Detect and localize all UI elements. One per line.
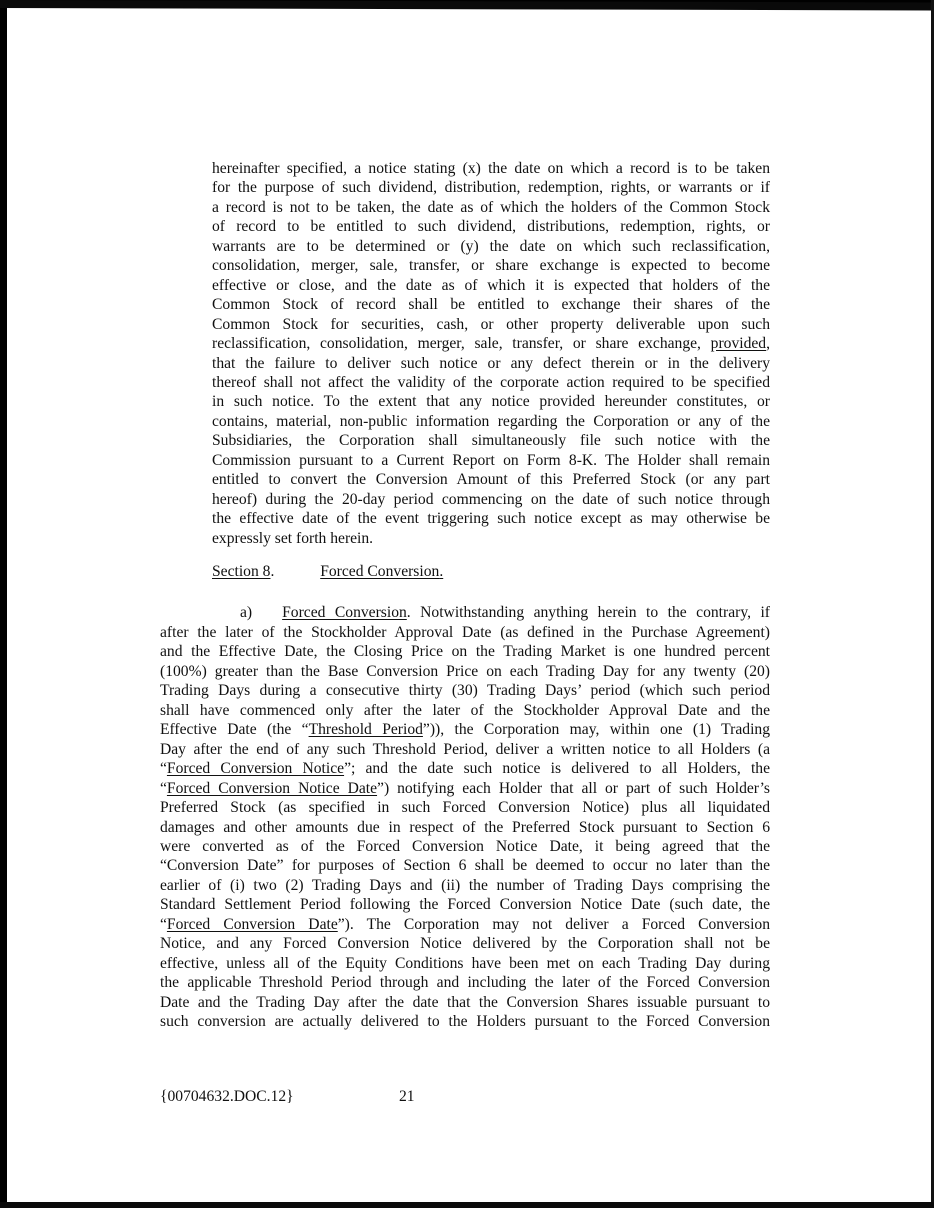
text-segment: reclassification, consolidation, merger, sale, transfer, or share exchange, — [212, 335, 711, 353]
text-line: Date and the Trading Day after the date that the Conversion Shares issuable pursuant to — [160, 993, 770, 1011]
scan-border-bottom — [0, 1202, 934, 1208]
text-line: “Conversion Date” for purposes of Section 6 shall be deemed to occur no later than the — [160, 857, 770, 875]
text-line: Subsidiaries, the Corporation shall simultaneously file such notice with the — [212, 432, 770, 450]
section-heading — [212, 563, 443, 581]
text-line — [160, 916, 770, 934]
text-line: Trading Days during a consecutive thirty (30) Trading Days’ period (which such period — [160, 682, 770, 700]
text-line: effective or close, and the date as of which it is expected that holders of the — [212, 276, 770, 294]
section-title-period: . — [439, 563, 444, 580]
text-line: Common Stock for securities, cash, or other property deliverable upon such — [212, 315, 770, 333]
text-line: the effective date of the event triggering such notice except as may otherwise be — [212, 510, 770, 528]
section-title: Forced Conversion — [320, 563, 440, 580]
subsection-a-first-line — [240, 604, 770, 622]
text-line: shall have commenced only after the later of the Stockholder Approval Date and the — [160, 701, 770, 719]
text-line: (100%) greater than the Base Conversion Price on each Trading Day for any twenty (20) — [160, 662, 770, 680]
text-line: hereinafter specified, a notice stating (x) the date on which a record is to be taken — [212, 160, 770, 177]
text-line: Preferred Stock (as specified in such Forced Conversion Notice) plus all liquidated — [160, 799, 770, 817]
text-line: earlier of (i) two (2) Trading Days and (ii) the number of Trading Days comprising the — [160, 876, 770, 894]
text-line: a record is not to be taken, the date as of which the holders of the Common Stock — [212, 198, 770, 216]
text-line — [160, 721, 770, 739]
text-line: Commission pursuant to a Current Report on Form 8-K. The Holder shall remain — [212, 451, 770, 469]
text-line: Day after the end of any such Threshold Period, deliver a written notice to all Holders (a — [160, 740, 770, 758]
text-line — [212, 335, 770, 353]
text-segment: ”)), the Corporation may, within one (1) Trading — [422, 721, 770, 739]
text-line — [160, 760, 770, 778]
text-line: hereof) during the 20-day period commencing on the date of such notice through — [212, 490, 770, 508]
text-line: warrants are to be determined or (y) the date on which such reclassification, — [212, 237, 770, 255]
defined-term: provided — [710, 335, 767, 353]
subsection-first-line-text: . Notwithstanding anything herein to the contrary, if — [406, 604, 770, 621]
text-line: expressly set forth herein. — [212, 529, 374, 547]
text-line: and the Effective Date, the Closing Price on the Trading Market is one hundred percent — [160, 643, 770, 661]
text-segment: ”) notifying each Holder that all or part of such Holder’s — [377, 779, 770, 797]
text-line: Notice, and any Forced Conversion Notice delivered by the Corporation shall not be — [160, 935, 770, 953]
text-line: Standard Settlement Period following the Forced Conversion Notice Date (such date, the — [160, 896, 770, 914]
footer-doc-id: {00704632.DOC.12} — [160, 1088, 294, 1105]
defined-term: Threshold Period — [308, 721, 423, 739]
text-line: of record to be entitled to such dividend, distributions, redemption, rights, or — [212, 218, 770, 236]
text-line: effective, unless all of the Equity Conditions have been met on each Trading Day during — [160, 954, 770, 972]
text-line: the applicable Threshold Period through and including the later of the Forced Conversion — [160, 974, 770, 992]
text-line: after the later of the Stockholder Approval Date (as defined in the Purchase Agreement) — [160, 624, 770, 641]
text-line: for the purpose of such dividend, distribution, redemption, rights, or warrants or if — [212, 179, 770, 197]
section-number: Section 8 — [212, 563, 271, 580]
text-line: damages and other amounts due in respect of the Preferred Stock pursuant to Section 6 — [160, 818, 770, 836]
subsection-marker: a) — [240, 604, 253, 621]
footer-page-number: 21 — [399, 1088, 415, 1105]
section-number-period: . — [270, 563, 275, 580]
text-line: in such notice. To the extent that any notice provided hereunder constitutes, or — [212, 393, 770, 411]
text-line: contains, material, non-public information regarding the Corporation or any of the — [212, 412, 770, 430]
text-segment: “ — [160, 779, 167, 797]
text-segment: ”). The Corporation may not deliver a Forced Conversion — [337, 915, 770, 933]
defined-term: Forced Conversion Notice Date — [166, 779, 378, 797]
text-line: were converted as of the Forced Conversion Notice Date, it being agreed that the — [160, 837, 770, 855]
text-line: thereof shall not affect the validity of the corporate action required to be specified — [212, 373, 770, 391]
text-line: consolidation, merger, sale, transfer, or share exchange is expected to become — [212, 257, 770, 275]
text-segment: , — [766, 335, 770, 353]
defined-term: Forced Conversion Date — [166, 915, 338, 933]
text-segment: “ — [160, 915, 167, 933]
text-line: that the failure to deliver such notice or any defect therein or in the delivery — [212, 354, 770, 372]
text-line: Common Stock of record shall be entitled to exchange their shares of the — [212, 296, 770, 314]
text-segment: Effective Date (the “ — [160, 721, 309, 739]
subsection-title: Forced Conversion — [282, 604, 407, 621]
text-line — [160, 780, 770, 798]
defined-term: Forced Conversion Notice — [166, 760, 345, 778]
text-segment: ”; and the date such notice is delivered to all Holders, the — [344, 760, 770, 778]
text-line: such conversion are actually delivered to the Holders pursuant to the Forced Conversion — [160, 1013, 770, 1030]
text-segment: “ — [160, 760, 167, 778]
text-line: entitled to convert the Conversion Amount of this Preferred Stock (or any part — [212, 471, 770, 489]
